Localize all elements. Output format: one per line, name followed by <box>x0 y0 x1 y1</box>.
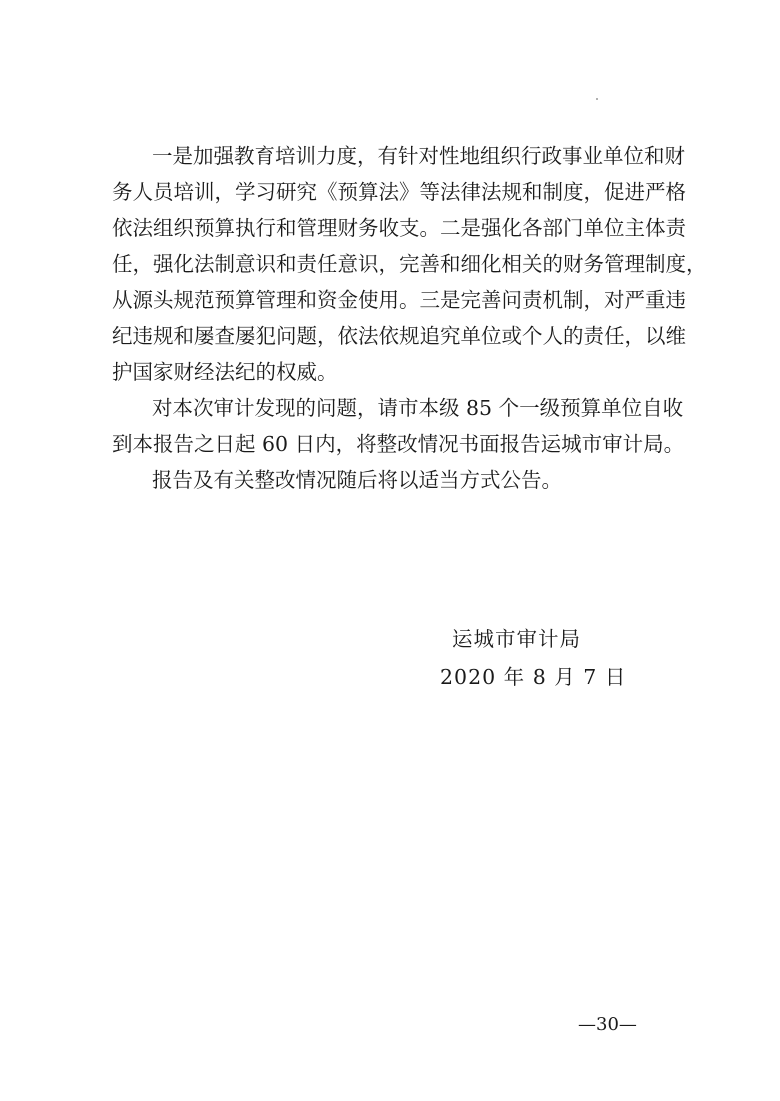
paragraph-1-line-2: 务人员培训，学习研究《预算法》等法律法规和制度，促进严格 <box>112 180 686 204</box>
paragraph-2-line-2: 到本报告之日起 60 日内，将整改情况书面报告运城市审计局。 <box>112 432 685 456</box>
paragraph-1-line-4: 任，强化法制意识和责任意识，完善和细化相关的财务管理制度， <box>112 252 707 276</box>
paragraph-1-line-7: 护国家财经法纪的权威。 <box>112 360 338 384</box>
paragraph-1-line-1: 一是加强教育培训力度，有针对性地组织行政事业单位和财 <box>152 144 685 168</box>
paragraph-1-line-6: 纪违规和屡查屡犯问题，依法依规追究单位或个人的责任，以维 <box>112 324 686 348</box>
paragraph-1-line-5: 从源头规范预算管理和资金使用。三是完善问责机制，对严重违 <box>112 288 686 312</box>
paragraph-3-line-1: 报告及有关整改情况随后将以适当方式公告。 <box>152 468 562 492</box>
signature-organization: 运城市审计局 <box>452 627 581 651</box>
page-number: —30— <box>578 1014 637 1035</box>
scan-speck <box>596 98 598 100</box>
signature-date: 2020 年 8 月 7 日 <box>440 665 627 689</box>
paragraph-2-line-1: 对本次审计发现的问题，请市本级 85 个一级预算单位自收 <box>152 396 684 420</box>
body-text <box>112 138 707 498</box>
signature-block <box>440 620 640 696</box>
paragraph-1-line-3: 依法组织预算执行和管理财务收支。二是强化各部门单位主体责 <box>112 216 686 240</box>
